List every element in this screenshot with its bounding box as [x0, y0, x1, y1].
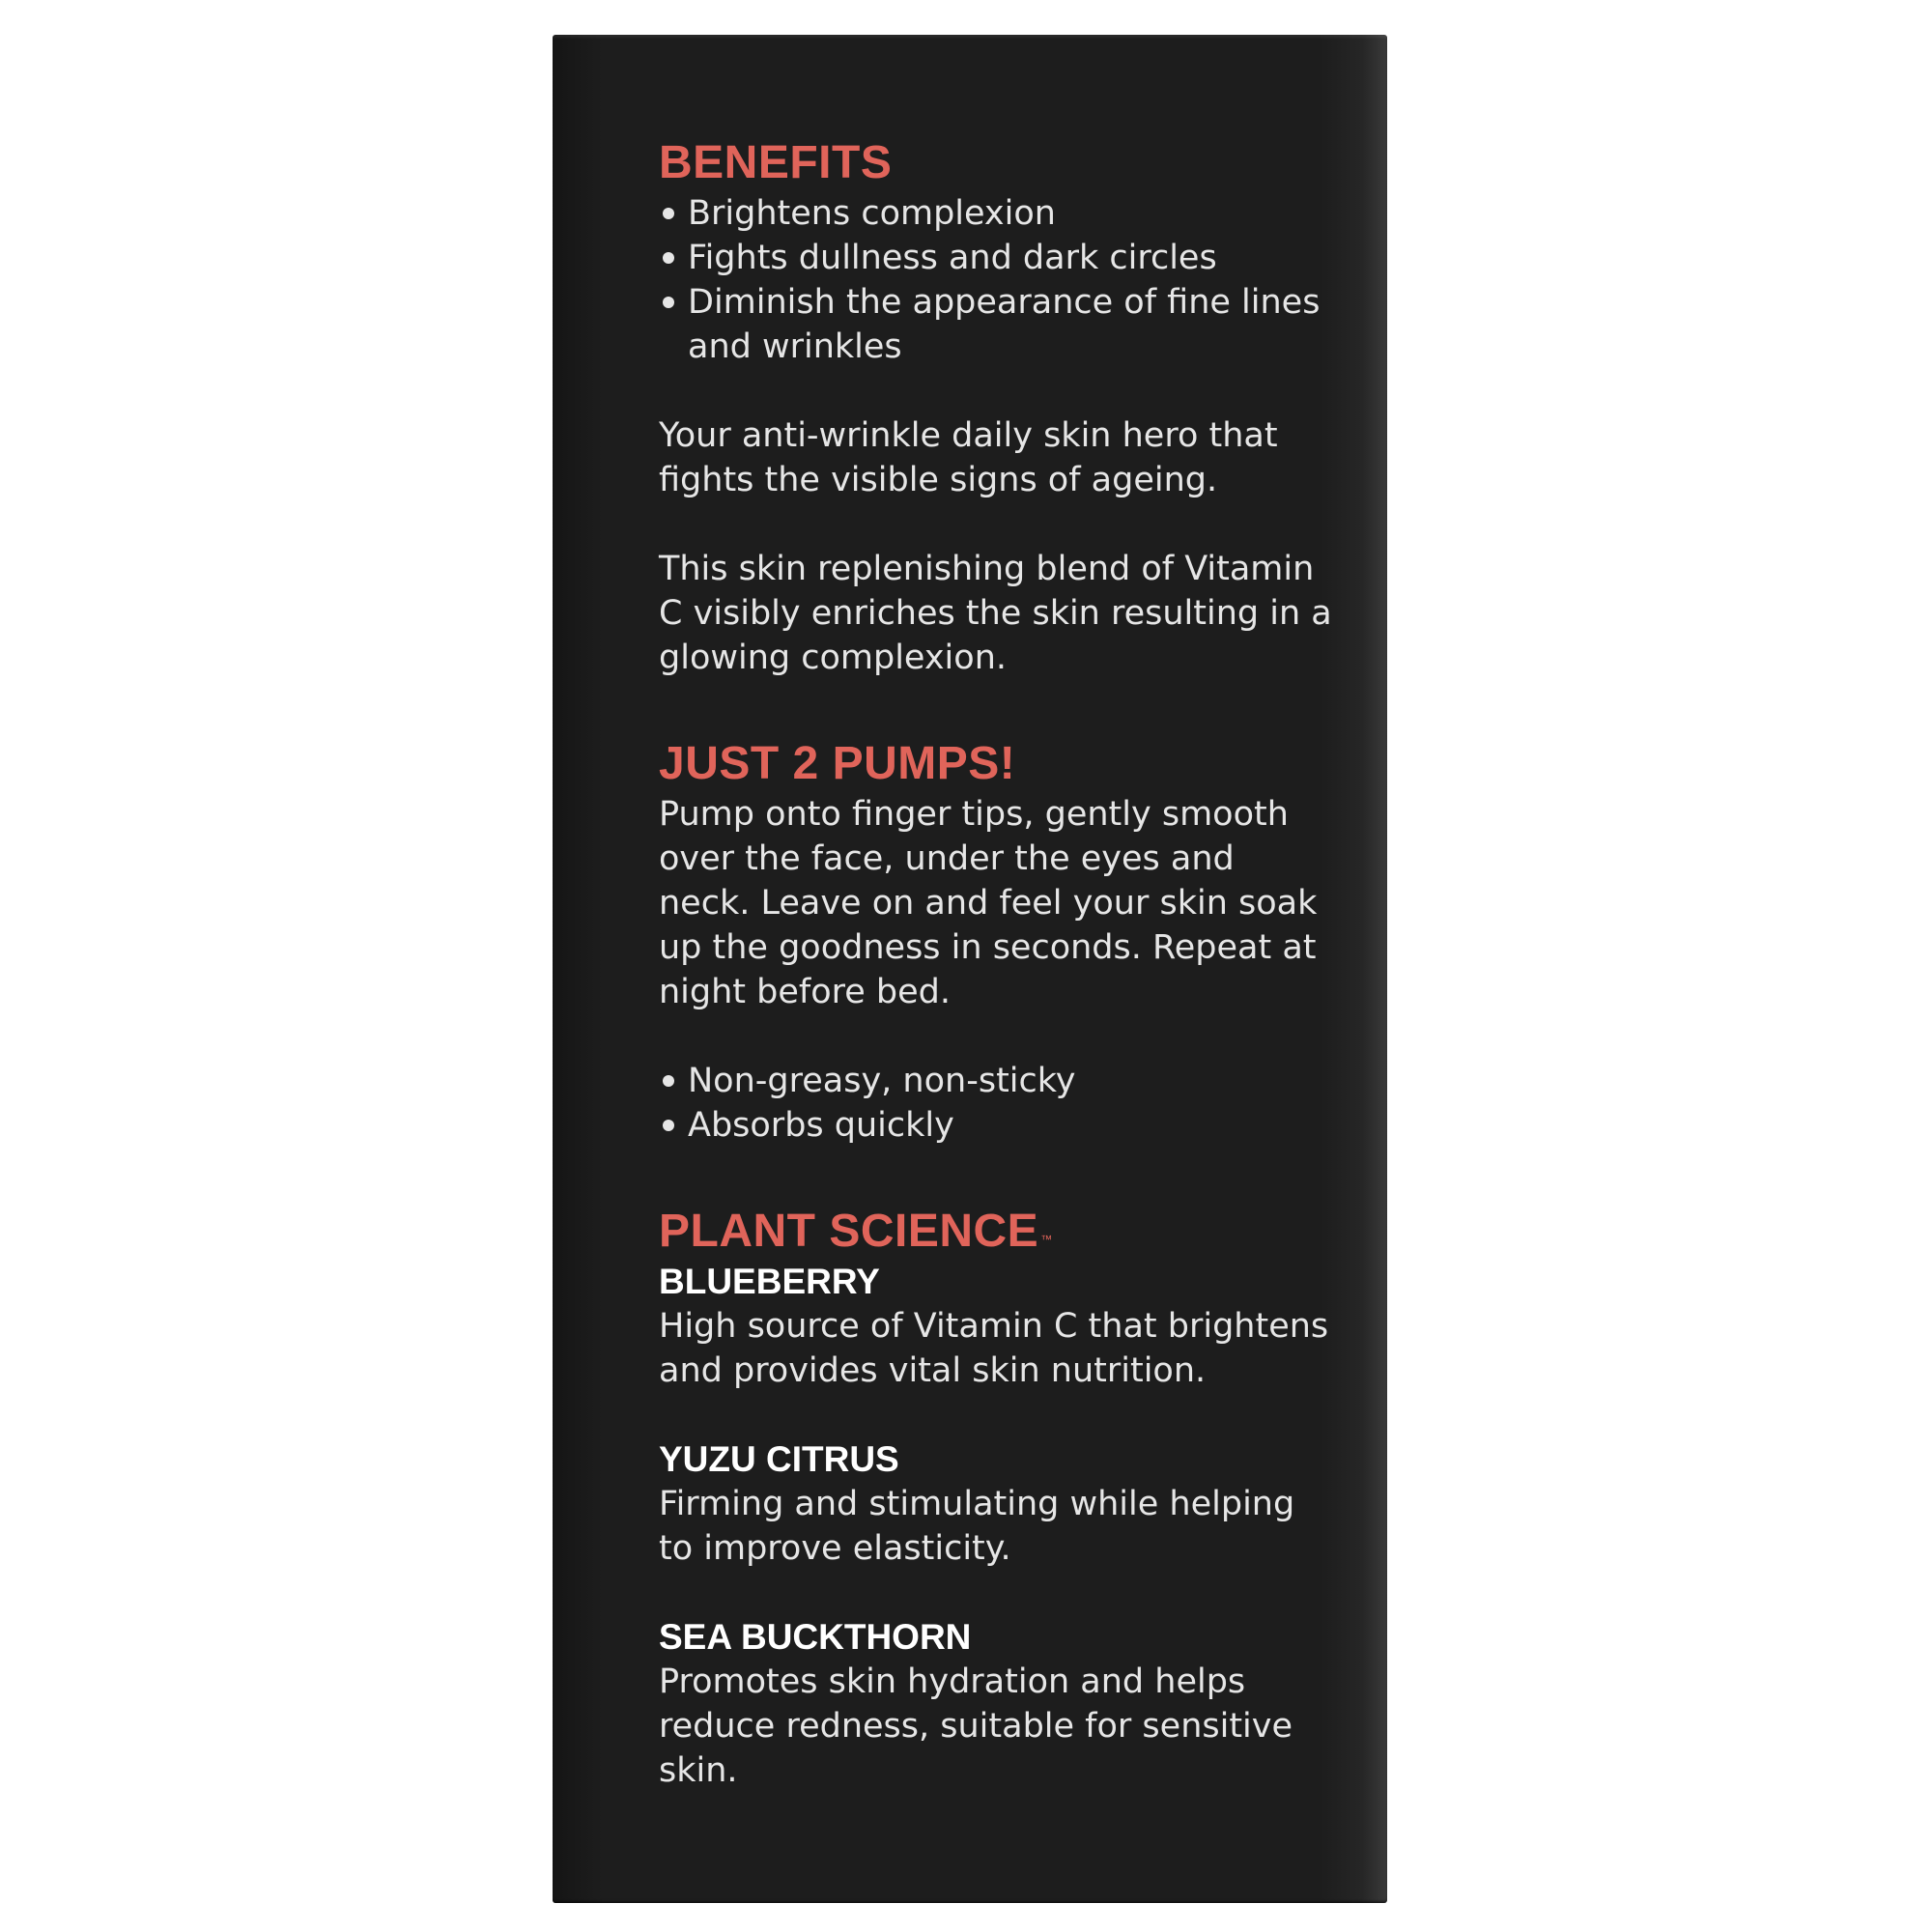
plant-science-heading: [659, 1204, 1335, 1260]
product-box-side-panel: [553, 35, 1387, 1903]
ingredient-description: Promotes skin hydration and helps reduce redness, suitable for sensitive skin.: [659, 1662, 1293, 1790]
usage-heading: JUST 2 PUMPS!: [659, 738, 1016, 789]
benefits-description-1: Your anti-wrinkle daily skin hero that fights the visible signs of ageing.: [659, 416, 1278, 499]
list-item: Fights dullness and dark circles: [659, 236, 1335, 280]
list-item: Diminish the appearance of fine lines and wrinkles: [659, 280, 1335, 369]
ingredient-name: YUZU CITRUS: [659, 1439, 899, 1479]
ingredient-description: Firming and stimulating while helping to improve elasticity.: [659, 1485, 1295, 1568]
usage-instructions: Pump onto finger tips, gently smooth over the face, under the eyes and neck. Leave on and feel your skin soak up the goodness in seconds. Repeat at night before bed.: [659, 795, 1318, 1011]
plant-science-heading-text: PLANT SCIENCE: [659, 1206, 1039, 1257]
benefits-heading: BENEFITS: [659, 137, 893, 188]
panel-content: [659, 135, 1335, 1793]
ingredient-yuzu-citrus: [659, 1437, 1335, 1571]
benefits-list: [659, 191, 1335, 369]
ingredient-sea-buckthorn: [659, 1615, 1335, 1793]
ingredient-name: BLUEBERRY: [659, 1262, 880, 1301]
list-item: Non-greasy, non-sticky: [659, 1059, 1335, 1103]
usage-list: [659, 1059, 1335, 1148]
trademark-mark: ™: [1040, 1233, 1053, 1246]
list-item: Absorbs quickly: [659, 1103, 1335, 1148]
benefits-description-2: This skin replenishing blend of Vitamin C visibly enriches the skin resulting in a glowing complexion.: [659, 550, 1332, 677]
ingredient-blueberry: [659, 1260, 1335, 1393]
ingredient-description: High source of Vitamin C that brightens and provides vital skin nutrition.: [659, 1307, 1329, 1390]
ingredient-name: SEA BUCKTHORN: [659, 1617, 972, 1657]
list-item: Brightens complexion: [659, 191, 1335, 236]
